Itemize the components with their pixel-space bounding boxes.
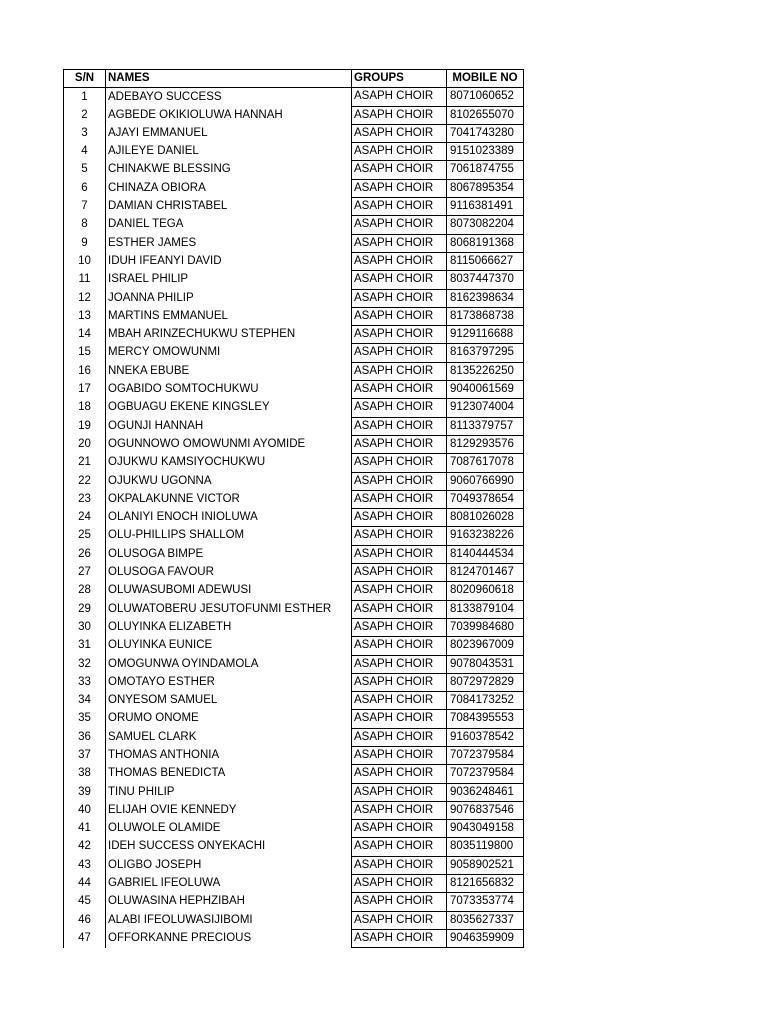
- name-cell: OJUKWU UGONNA: [106, 472, 352, 490]
- table-row: [64, 435, 524, 453]
- name-cell: OGUNNOWO OMOWUNMI AYOMIDE: [106, 435, 352, 453]
- name-cell: OLUWOLE OLAMIDE: [106, 820, 352, 838]
- sn-cell: 15: [64, 344, 106, 362]
- sn-cell: 41: [64, 820, 106, 838]
- mobile-cell: 9060766990: [447, 472, 524, 490]
- mobile-cell: 9151023389: [447, 143, 524, 161]
- mobile-cell: 9040061569: [447, 381, 524, 399]
- table-row: [64, 875, 524, 893]
- name-cell: CHINAKWE BLESSING: [106, 161, 352, 179]
- table-row: [64, 655, 524, 673]
- table-row: [64, 673, 524, 691]
- group-cell: ASAPH CHOIR: [352, 728, 447, 746]
- name-cell: ISRAEL PHILIP: [106, 271, 352, 289]
- sn-cell: 10: [64, 252, 106, 270]
- name-cell: MBAH ARINZECHUKWU STEPHEN: [106, 326, 352, 344]
- table-row: [64, 234, 524, 252]
- sn-cell: 14: [64, 326, 106, 344]
- name-cell: ELIJAH OVIE KENNEDY: [106, 801, 352, 819]
- group-cell: ASAPH CHOIR: [352, 582, 447, 600]
- mobile-cell: 9163238226: [447, 527, 524, 545]
- group-cell: ASAPH CHOIR: [352, 692, 447, 710]
- mobile-cell: 7072379584: [447, 765, 524, 783]
- table-row: [64, 381, 524, 399]
- sn-cell: 45: [64, 893, 106, 911]
- sn-cell: 25: [64, 527, 106, 545]
- sn-cell: 33: [64, 673, 106, 691]
- group-cell: ASAPH CHOIR: [352, 179, 447, 197]
- table-row: [64, 124, 524, 142]
- sn-cell: 40: [64, 801, 106, 819]
- group-cell: ASAPH CHOIR: [352, 509, 447, 527]
- name-cell: AJILEYE DANIEL: [106, 143, 352, 161]
- table-row: [64, 728, 524, 746]
- sn-cell: 3: [64, 124, 106, 142]
- name-cell: OJUKWU KAMSIYOCHUKWU: [106, 454, 352, 472]
- name-cell: OKPALAKUNNE VICTOR: [106, 490, 352, 508]
- table-row: [64, 746, 524, 764]
- table-row: [64, 143, 524, 161]
- group-cell: ASAPH CHOIR: [352, 673, 447, 691]
- mobile-cell: 7073353774: [447, 893, 524, 911]
- name-cell: MERCY OMOWUNMI: [106, 344, 352, 362]
- group-cell: ASAPH CHOIR: [352, 783, 447, 801]
- table-row: [64, 179, 524, 197]
- mobile-cell: 8067895354: [447, 179, 524, 197]
- sn-cell: 6: [64, 179, 106, 197]
- group-cell: ASAPH CHOIR: [352, 710, 447, 728]
- table-row: [64, 490, 524, 508]
- table-row: [64, 856, 524, 874]
- table-row: [64, 216, 524, 234]
- table-row: [64, 362, 524, 380]
- header-mobile: MOBILE NO: [447, 70, 524, 88]
- group-cell: ASAPH CHOIR: [352, 618, 447, 636]
- table-row: [64, 692, 524, 710]
- mobile-cell: 9046359909: [447, 929, 524, 947]
- mobile-cell: 8140444534: [447, 545, 524, 563]
- group-cell: ASAPH CHOIR: [352, 417, 447, 435]
- group-cell: ASAPH CHOIR: [352, 106, 447, 124]
- sn-cell: 22: [64, 472, 106, 490]
- name-cell: TINU PHILIP: [106, 783, 352, 801]
- name-cell: OLUWASUBOMI ADEWUSI: [106, 582, 352, 600]
- sn-cell: 30: [64, 618, 106, 636]
- name-cell: DAMIAN CHRISTABEL: [106, 198, 352, 216]
- sn-cell: 17: [64, 381, 106, 399]
- table-row: [64, 399, 524, 417]
- name-cell: IDEH SUCCESS ONYEKACHI: [106, 838, 352, 856]
- sn-cell: 21: [64, 454, 106, 472]
- table-row: [64, 161, 524, 179]
- table-row: [64, 893, 524, 911]
- group-cell: ASAPH CHOIR: [352, 271, 447, 289]
- group-cell: ASAPH CHOIR: [352, 124, 447, 142]
- header-row: [64, 70, 524, 88]
- group-cell: ASAPH CHOIR: [352, 893, 447, 911]
- members-table: [63, 69, 524, 948]
- group-cell: ASAPH CHOIR: [352, 527, 447, 545]
- name-cell: ADEBAYO SUCCESS: [106, 88, 352, 106]
- name-cell: OMOTAYO ESTHER: [106, 673, 352, 691]
- group-cell: ASAPH CHOIR: [352, 801, 447, 819]
- group-cell: ASAPH CHOIR: [352, 637, 447, 655]
- mobile-cell: 8135226250: [447, 362, 524, 380]
- name-cell: OLUYINKA EUNICE: [106, 637, 352, 655]
- group-cell: ASAPH CHOIR: [352, 472, 447, 490]
- sn-cell: 11: [64, 271, 106, 289]
- group-cell: ASAPH CHOIR: [352, 216, 447, 234]
- table-row: [64, 564, 524, 582]
- mobile-cell: 8035119800: [447, 838, 524, 856]
- mobile-cell: 9036248461: [447, 783, 524, 801]
- table-row: [64, 88, 524, 106]
- header-sn: S/N: [64, 70, 106, 88]
- sn-cell: 46: [64, 911, 106, 929]
- table-row: [64, 929, 524, 947]
- name-cell: OGUNJI HANNAH: [106, 417, 352, 435]
- mobile-cell: 9129116688: [447, 326, 524, 344]
- mobile-cell: 8037447370: [447, 271, 524, 289]
- name-cell: DANIEL TEGA: [106, 216, 352, 234]
- group-cell: ASAPH CHOIR: [352, 454, 447, 472]
- mobile-cell: 8020960618: [447, 582, 524, 600]
- header-groups: GROUPS: [352, 70, 447, 88]
- group-cell: ASAPH CHOIR: [352, 435, 447, 453]
- sn-cell: 36: [64, 728, 106, 746]
- table-row: [64, 600, 524, 618]
- name-cell: NNEKA EBUBE: [106, 362, 352, 380]
- name-cell: GABRIEL IFEOLUWA: [106, 875, 352, 893]
- sn-cell: 5: [64, 161, 106, 179]
- mobile-cell: 8163797295: [447, 344, 524, 362]
- table-row: [64, 765, 524, 783]
- header-names: NAMES: [106, 70, 352, 88]
- name-cell: ORUMO ONOME: [106, 710, 352, 728]
- name-cell: AGBEDE OKIKIOLUWA HANNAH: [106, 106, 352, 124]
- mobile-cell: 7041743280: [447, 124, 524, 142]
- sn-cell: 47: [64, 929, 106, 947]
- mobile-cell: 8113379757: [447, 417, 524, 435]
- sn-cell: 1: [64, 88, 106, 106]
- mobile-cell: 8071060652: [447, 88, 524, 106]
- name-cell: OLIGBO JOSEPH: [106, 856, 352, 874]
- group-cell: ASAPH CHOIR: [352, 289, 447, 307]
- group-cell: ASAPH CHOIR: [352, 198, 447, 216]
- group-cell: ASAPH CHOIR: [352, 856, 447, 874]
- table-row: [64, 582, 524, 600]
- mobile-cell: 7039984680: [447, 618, 524, 636]
- mobile-cell: 9043049158: [447, 820, 524, 838]
- sn-cell: 42: [64, 838, 106, 856]
- table-row: [64, 271, 524, 289]
- name-cell: OGBUAGU EKENE KINGSLEY: [106, 399, 352, 417]
- mobile-cell: 8072972829: [447, 673, 524, 691]
- sn-cell: 8: [64, 216, 106, 234]
- sn-cell: 7: [64, 198, 106, 216]
- name-cell: OLUSOGA FAVOUR: [106, 564, 352, 582]
- mobile-cell: 8073082204: [447, 216, 524, 234]
- group-cell: ASAPH CHOIR: [352, 655, 447, 673]
- table-row: [64, 911, 524, 929]
- mobile-cell: 8121656832: [447, 875, 524, 893]
- name-cell: OLU-PHILLIPS SHALLOM: [106, 527, 352, 545]
- sn-cell: 37: [64, 746, 106, 764]
- mobile-cell: 7084173252: [447, 692, 524, 710]
- mobile-cell: 8023967009: [447, 637, 524, 655]
- group-cell: ASAPH CHOIR: [352, 490, 447, 508]
- table-row: [64, 545, 524, 563]
- sn-cell: 16: [64, 362, 106, 380]
- mobile-cell: 9076837546: [447, 801, 524, 819]
- mobile-cell: 8133879104: [447, 600, 524, 618]
- mobile-cell: 9160378542: [447, 728, 524, 746]
- mobile-cell: 8102655070: [447, 106, 524, 124]
- sn-cell: 29: [64, 600, 106, 618]
- name-cell: OLUWASINA HEPHZIBAH: [106, 893, 352, 911]
- name-cell: SAMUEL CLARK: [106, 728, 352, 746]
- name-cell: ESTHER JAMES: [106, 234, 352, 252]
- sn-cell: 4: [64, 143, 106, 161]
- name-cell: ONYESOM SAMUEL: [106, 692, 352, 710]
- table-row: [64, 509, 524, 527]
- sn-cell: 23: [64, 490, 106, 508]
- name-cell: OLUYINKA ELIZABETH: [106, 618, 352, 636]
- group-cell: ASAPH CHOIR: [352, 399, 447, 417]
- mobile-cell: 8081026028: [447, 509, 524, 527]
- table-body: [64, 88, 524, 948]
- table-row: [64, 344, 524, 362]
- mobile-cell: 7084395553: [447, 710, 524, 728]
- table-row: [64, 454, 524, 472]
- name-cell: OLUWATOBERU JESUTOFUNMI ESTHER: [106, 600, 352, 618]
- mobile-cell: 7061874755: [447, 161, 524, 179]
- mobile-cell: 7049378654: [447, 490, 524, 508]
- group-cell: ASAPH CHOIR: [352, 564, 447, 582]
- mobile-cell: 7087617078: [447, 454, 524, 472]
- table-row: [64, 783, 524, 801]
- group-cell: ASAPH CHOIR: [352, 875, 447, 893]
- mobile-cell: 8124701467: [447, 564, 524, 582]
- name-cell: JOANNA PHILIP: [106, 289, 352, 307]
- sn-cell: 13: [64, 307, 106, 325]
- name-cell: OLANIYI ENOCH INIOLUWA: [106, 509, 352, 527]
- sn-cell: 38: [64, 765, 106, 783]
- sn-cell: 43: [64, 856, 106, 874]
- mobile-cell: 8068191368: [447, 234, 524, 252]
- sn-cell: 18: [64, 399, 106, 417]
- mobile-cell: 8115066627: [447, 252, 524, 270]
- name-cell: AJAYI EMMANUEL: [106, 124, 352, 142]
- table-row: [64, 801, 524, 819]
- name-cell: MARTINS EMMANUEL: [106, 307, 352, 325]
- table-row: [64, 820, 524, 838]
- mobile-cell: 9078043531: [447, 655, 524, 673]
- table-row: [64, 618, 524, 636]
- sn-cell: 44: [64, 875, 106, 893]
- sn-cell: 2: [64, 106, 106, 124]
- group-cell: ASAPH CHOIR: [352, 600, 447, 618]
- name-cell: CHINAZA OBIORA: [106, 179, 352, 197]
- mobile-cell: 9116381491: [447, 198, 524, 216]
- group-cell: ASAPH CHOIR: [352, 252, 447, 270]
- sn-cell: 9: [64, 234, 106, 252]
- sn-cell: 26: [64, 545, 106, 563]
- table-row: [64, 472, 524, 490]
- table-row: [64, 637, 524, 655]
- mobile-cell: 8129293576: [447, 435, 524, 453]
- table-row: [64, 307, 524, 325]
- name-cell: OMOGUNWA OYINDAMOLA: [106, 655, 352, 673]
- name-cell: OFFORKANNE PRECIOUS: [106, 929, 352, 947]
- name-cell: ALABI IFEOLUWASIJIBOMI: [106, 911, 352, 929]
- sn-cell: 20: [64, 435, 106, 453]
- group-cell: ASAPH CHOIR: [352, 362, 447, 380]
- group-cell: ASAPH CHOIR: [352, 143, 447, 161]
- sn-cell: 34: [64, 692, 106, 710]
- group-cell: ASAPH CHOIR: [352, 307, 447, 325]
- group-cell: ASAPH CHOIR: [352, 344, 447, 362]
- name-cell: OGABIDO SOMTOCHUKWU: [106, 381, 352, 399]
- sn-cell: 35: [64, 710, 106, 728]
- name-cell: IDUH IFEANYI DAVID: [106, 252, 352, 270]
- group-cell: ASAPH CHOIR: [352, 326, 447, 344]
- table-row: [64, 252, 524, 270]
- sn-cell: 31: [64, 637, 106, 655]
- table-row: [64, 710, 524, 728]
- group-cell: ASAPH CHOIR: [352, 929, 447, 947]
- table-row: [64, 838, 524, 856]
- sn-cell: 39: [64, 783, 106, 801]
- group-cell: ASAPH CHOIR: [352, 545, 447, 563]
- group-cell: ASAPH CHOIR: [352, 820, 447, 838]
- sn-cell: 27: [64, 564, 106, 582]
- group-cell: ASAPH CHOIR: [352, 911, 447, 929]
- mobile-cell: 8035627337: [447, 911, 524, 929]
- group-cell: ASAPH CHOIR: [352, 88, 447, 106]
- group-cell: ASAPH CHOIR: [352, 161, 447, 179]
- sn-cell: 28: [64, 582, 106, 600]
- sn-cell: 32: [64, 655, 106, 673]
- group-cell: ASAPH CHOIR: [352, 746, 447, 764]
- group-cell: ASAPH CHOIR: [352, 838, 447, 856]
- sn-cell: 24: [64, 509, 106, 527]
- name-cell: THOMAS BENEDICTA: [106, 765, 352, 783]
- group-cell: ASAPH CHOIR: [352, 765, 447, 783]
- mobile-cell: 9123074004: [447, 399, 524, 417]
- mobile-cell: 7072379584: [447, 746, 524, 764]
- group-cell: ASAPH CHOIR: [352, 234, 447, 252]
- table-row: [64, 289, 524, 307]
- sn-cell: 19: [64, 417, 106, 435]
- table-row: [64, 326, 524, 344]
- table-row: [64, 527, 524, 545]
- table-row: [64, 198, 524, 216]
- name-cell: OLUSOGA BIMPE: [106, 545, 352, 563]
- mobile-cell: 9058902521: [447, 856, 524, 874]
- name-cell: THOMAS ANTHONIA: [106, 746, 352, 764]
- mobile-cell: 8173868738: [447, 307, 524, 325]
- table-row: [64, 417, 524, 435]
- sn-cell: 12: [64, 289, 106, 307]
- mobile-cell: 8162398634: [447, 289, 524, 307]
- group-cell: ASAPH CHOIR: [352, 381, 447, 399]
- table-row: [64, 106, 524, 124]
